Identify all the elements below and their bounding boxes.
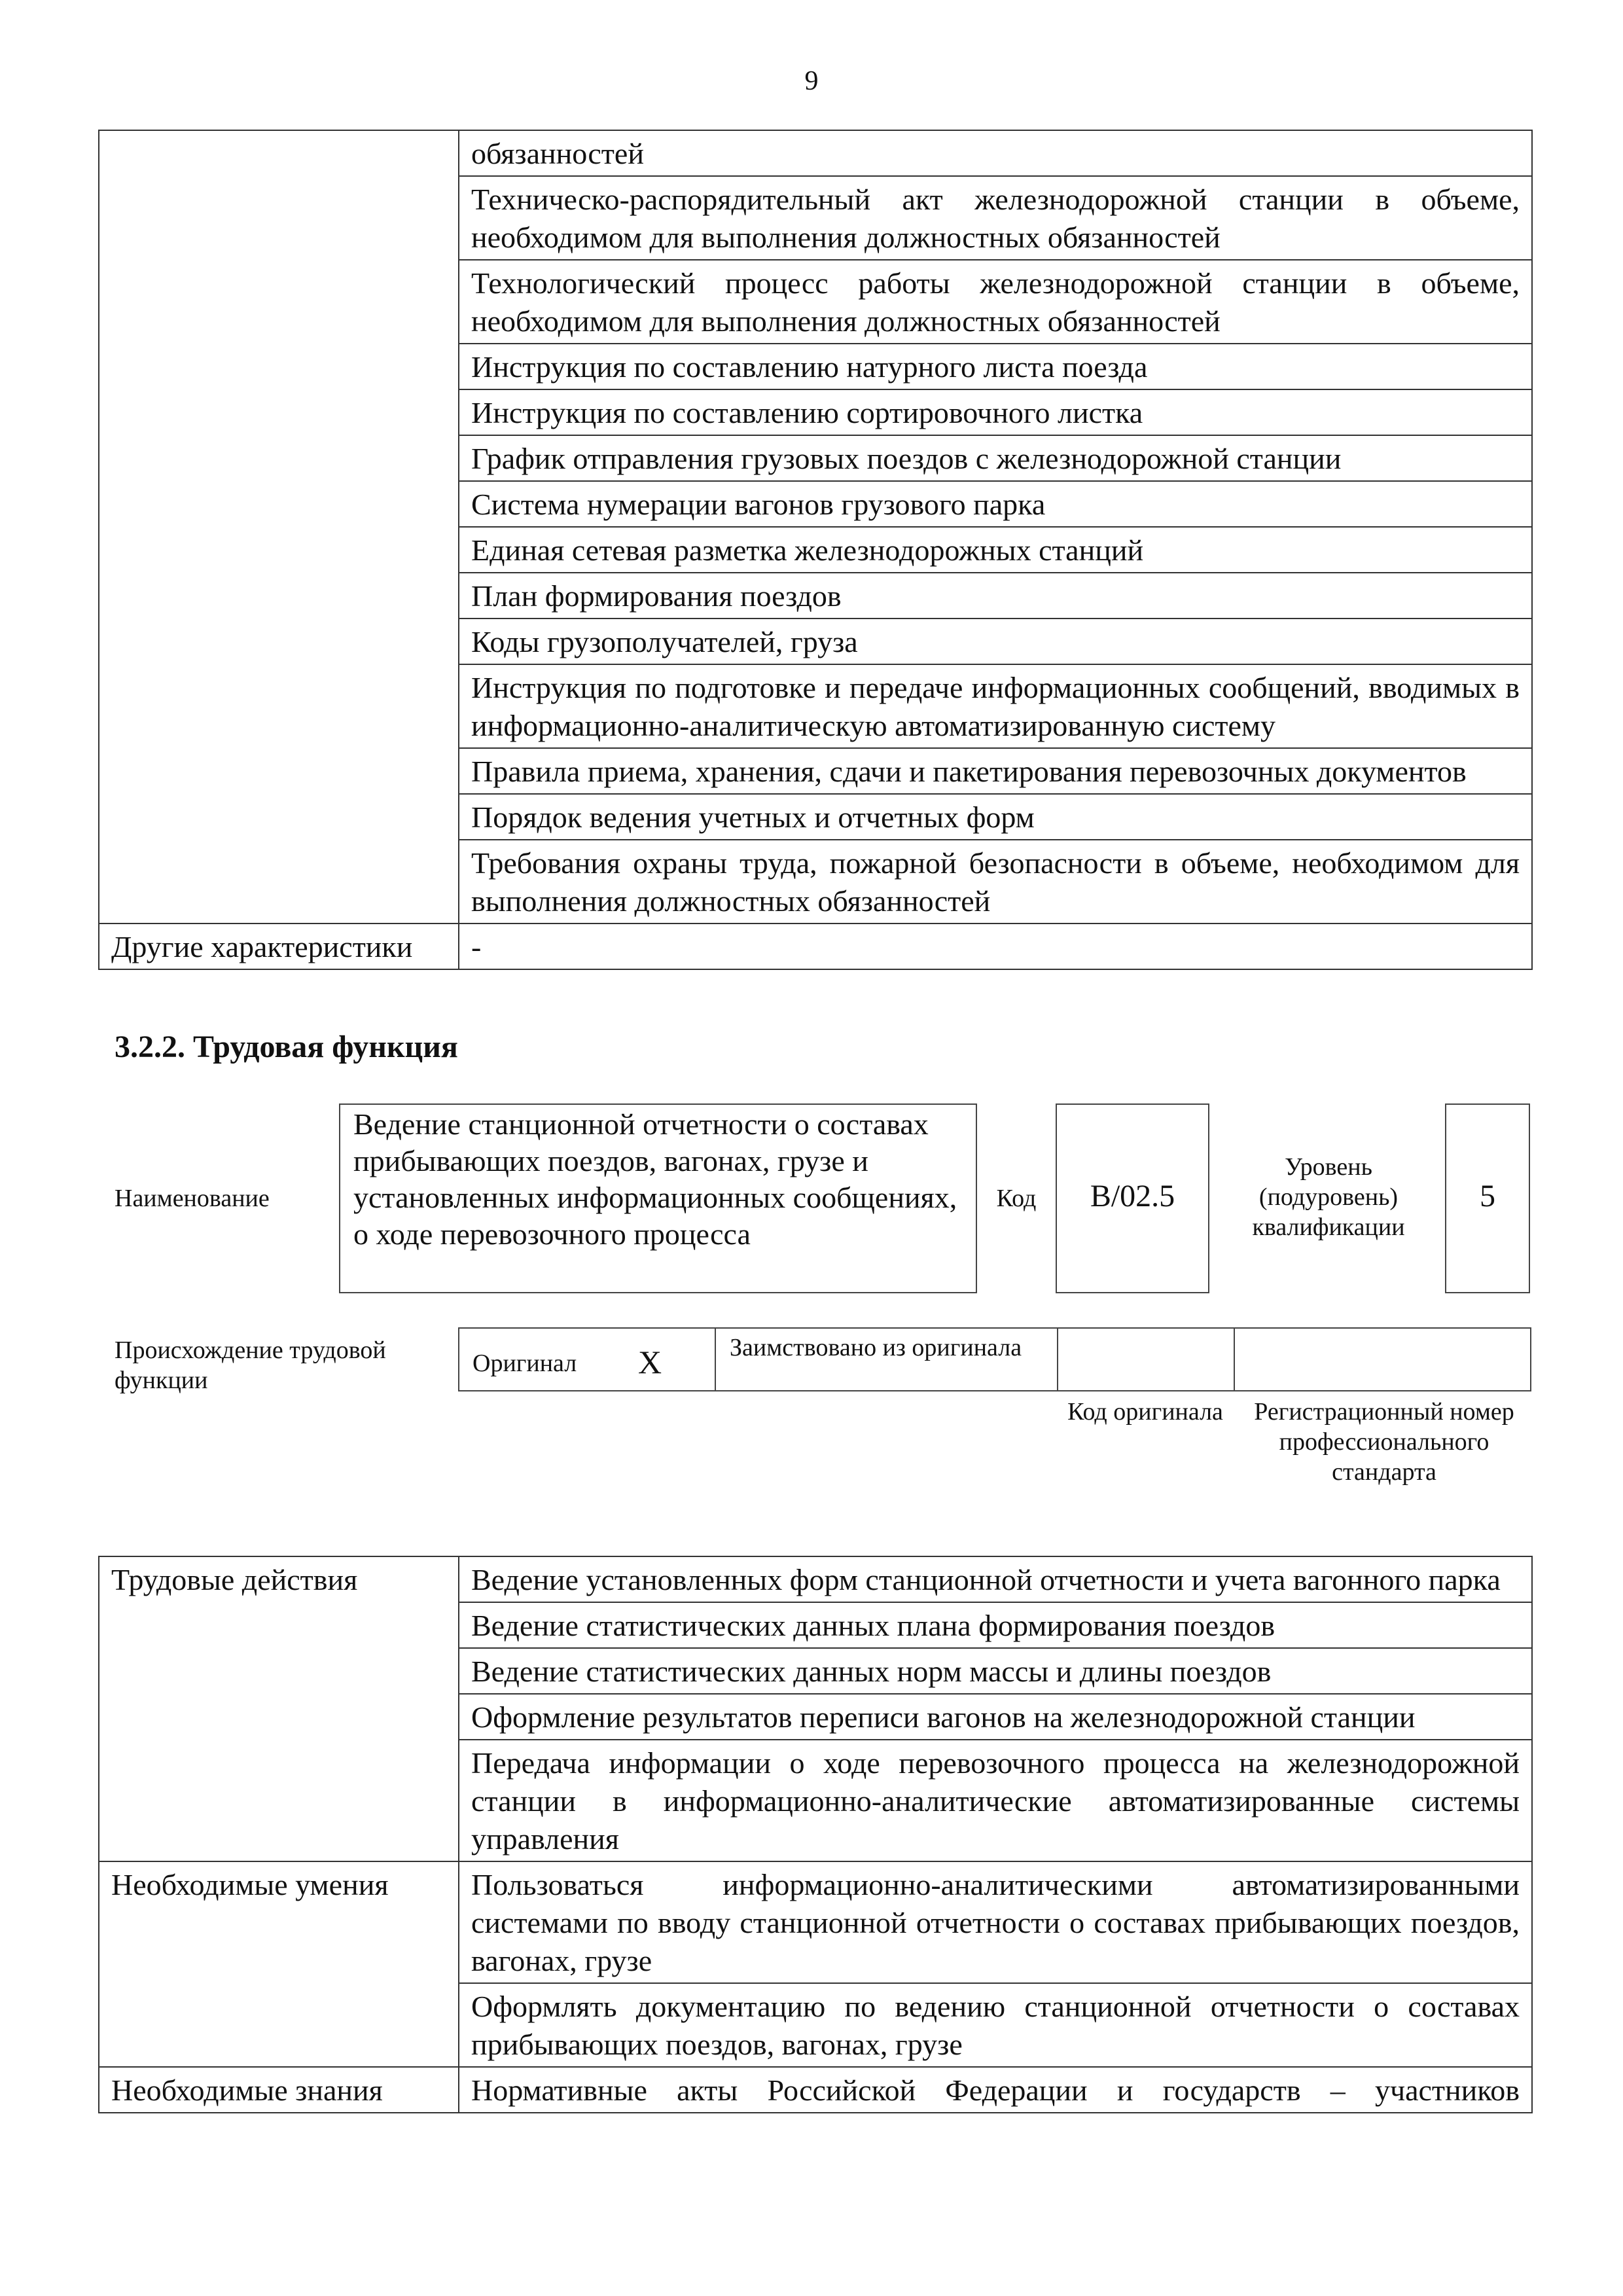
qualification-level-value: 5 [1480,1179,1495,1213]
knowledge-table-continued [98,130,1533,970]
original-mark: X [638,1344,662,1380]
reg-number-caption: Регистрационный номер профессионального стандарта [1254,1398,1514,1486]
labor-actions-label: Трудовые действия [99,1556,459,1861]
knowledge-item: Коды грузополучателей, груза [459,619,1532,664]
labor-action-item: Ведение статистических данных плана формирования поездов [459,1602,1532,1648]
code-value: В/02.5 [1090,1179,1175,1213]
origin-divider-2 [1057,1327,1058,1391]
labor-function-table [98,1556,1533,2113]
knowledge-item: Техническо-распорядительный акт железнодорожной станции в объеме, необходимом для выполнения должностных обязанностей [459,176,1532,260]
required-skills-label: Необходимые умения [99,1861,459,2067]
function-name-value: Ведение станционной отчетности о составах прибывающих поездов, вагонах, грузе и установленных информационных сообщениях, о ходе перевозочного процесса [353,1107,957,1251]
required-skill-item: Пользоваться информационно-аналитическими автоматизированными системами по вводу станционной отчетности о составах прибывающих поездов, вагонах, грузе [459,1861,1532,1983]
original-label: Оригинал [473,1350,577,1377]
labor-action-item: Ведение статистических данных норм массы и длины поездов [459,1648,1532,1694]
knowledge-item: Инструкция по составлению натурного листа поезда [459,344,1532,389]
required-skill-item: Оформлять документацию по ведению станционной отчетности о составах прибывающих поездов, вагонах, грузе [459,1983,1532,2067]
knowledge-item: Система нумерации вагонов грузового парка [459,481,1532,527]
required-knowledge-item: Нормативные акты Российской Федерации и государств – участников [459,2067,1532,2113]
knowledge-item: Инструкция по составлению сортировочного листка [459,389,1532,435]
knowledge-item: План формирования поездов [459,573,1532,619]
qualification-level-label: Уровень (подуровень) квалификации [1252,1153,1405,1241]
labor-action-item: Ведение установленных форм станционной отчетности и учета вагонного парка [459,1556,1532,1602]
knowledge-item: Порядок ведения учетных и отчетных форм [459,794,1532,840]
code-label: Код [996,1185,1037,1212]
other-characteristics-value: - [459,924,1532,969]
knowledge-item: Инструкция по подготовке и передаче информационных сообщений, вводимых в информационно-аналитическую автоматизированную систему [459,664,1532,748]
section-heading: 3.2.2. Трудовая функция [115,1030,458,1064]
knowledge-item: Требования охраны труда, пожарной безопасности в объеме, необходимом для выполнения должностных обязанностей [459,840,1532,924]
other-characteristics-label: Другие характеристики [99,924,459,969]
borrowed-label: Заимствовано из оригинала [730,1334,1022,1361]
origin-divider-3 [1234,1327,1235,1391]
knowledge-item: Единая сетевая разметка железнодорожных станций [459,527,1532,573]
knowledge-item: обязанностей [459,130,1532,176]
code-original-caption: Код оригинала [1067,1398,1223,1426]
origin-label: Происхождение трудовой функции [115,1336,386,1394]
labor-action-item: Передача информации о ходе перевозочного процесса на железнодорожной станции в информационно-аналитические автоматизированные системы управления [459,1740,1532,1861]
knowledge-label-cell-continued [99,130,459,924]
page-number: 9 [804,66,819,96]
knowledge-item: График отправления грузовых поездов с железнодорожной станции [459,435,1532,481]
name-label: Наименование [115,1185,270,1212]
knowledge-item: Технологический процесс работы железнодорожной станции в объеме, необходимом для выполнения должностных обязанностей [459,260,1532,344]
origin-divider-1 [715,1327,716,1391]
labor-action-item: Оформление результатов переписи вагонов на железнодорожной станции [459,1694,1532,1740]
required-knowledge-label: Необходимые знания [99,2067,459,2113]
knowledge-item: Правила приема, хранения, сдачи и пакетирования перевозочных документов [459,748,1532,794]
